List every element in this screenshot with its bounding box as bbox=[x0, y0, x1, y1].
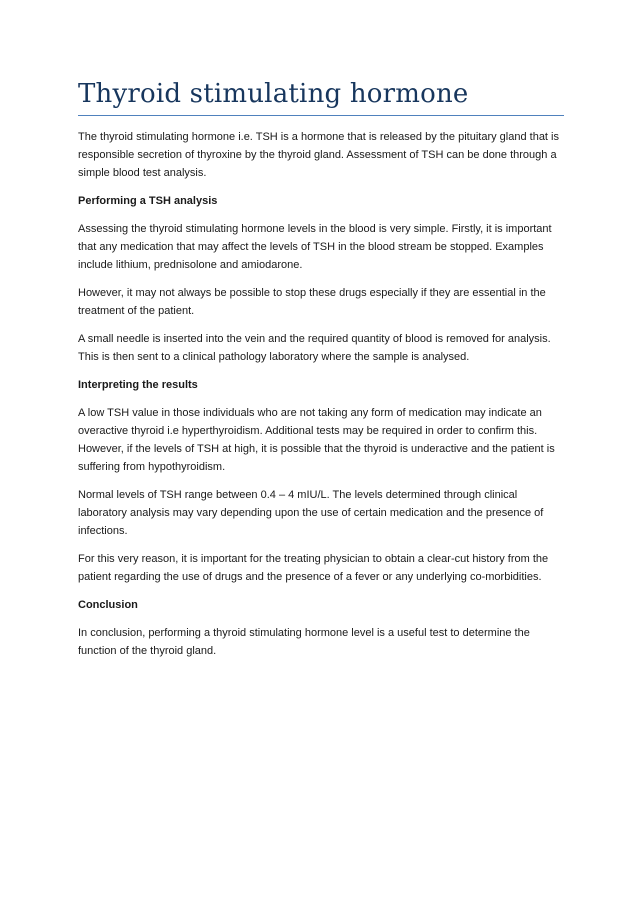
section-heading-performing: Performing a TSH analysis bbox=[78, 194, 218, 207]
document-title: Thyroid stimulating hormone bbox=[78, 79, 469, 109]
paragraph: A small needle is inserted into the vein and the required quantity of blood is removed for analysis. This is then sent to a clinical pathology laboratory where the sample is analysed. bbox=[78, 332, 551, 363]
paragraph: Assessing the thyroid stimulating hormone levels in the blood is very simple. Firstly, it is important that any medication that may affect the levels of TSH in the blood stream be stopped. Examples include lithium, prednisolone and amiodarone. bbox=[78, 222, 552, 271]
paragraph: In conclusion, performing a thyroid stimulating hormone level is a useful test to determine the function of the thyroid gland. bbox=[78, 626, 530, 657]
title-underline bbox=[78, 115, 564, 116]
paragraph: For this very reason, it is important for the treating physician to obtain a clear-cut history from the patient regarding the use of drugs and the presence of a fever or any underlying co-morbidities. bbox=[78, 552, 549, 583]
section-heading-conclusion: Conclusion bbox=[78, 598, 138, 611]
intro-paragraph: The thyroid stimulating hormone i.e. TSH is a hormone that is released by the pituitary gland that is responsible secretion of thyroxine by the thyroid gland. Assessment of TSH can be done through a simple blood test analysis. bbox=[78, 130, 559, 179]
section-heading-interpreting: Interpreting the results bbox=[78, 378, 198, 391]
document-page bbox=[78, 78, 564, 670]
paragraph: A low TSH value in those individuals who are not taking any form of medication may indicate an overactive thyroid i.e hyperthyroidism. Additional tests may be required in order to confirm this. However, if the levels of TSH at high, it is possible that the thyroid is underactive and the patient is suffering from hypothyroidism. bbox=[78, 406, 555, 473]
paragraph: However, it may not always be possible to stop these drugs especially if they are essential in the treatment of the patient. bbox=[78, 286, 546, 317]
paragraph: Normal levels of TSH range between 0.4 – 4 mIU/L. The levels determined through clinical laboratory analysis may vary depending upon the use of certain medication and the presence of infections. bbox=[78, 488, 544, 537]
